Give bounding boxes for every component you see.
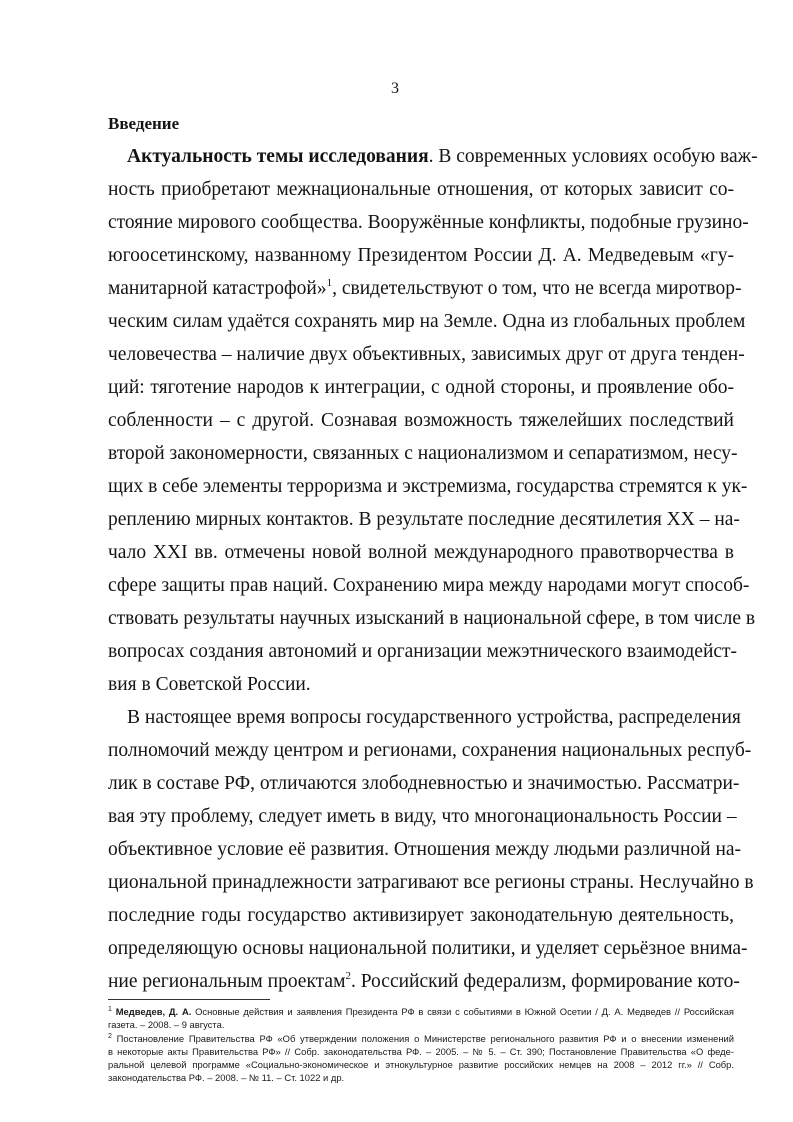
footnote-ref-2: 2 <box>345 970 351 982</box>
footnote-2: $^2$ Постановление Правительства РФ «Об утверждении положения о Министерстве регионального развития РФ и о внесении изменений <box>108 1033 735 1044</box>
footnote-2-cont: в некоторые акты Правительства РФ» // Собр. законодательства РФ. – 2005. – № 5. – Ст. 390; Постановление Правительства «О феде- <box>108 1046 734 1057</box>
footnote-separator <box>108 999 270 1000</box>
paragraph-line: ние региональным проектам$^2$. Российский федерализм, формирование кото- <box>108 970 740 992</box>
footnote-2-cont: ральной целевой программе «Социально-экономическое и этнокультурное развитие российских немцев на 2008 – 2012 гг.» // Собр. <box>108 1059 734 1070</box>
footnote-2-cont: законодательства РФ. – 2008. – № 11. – Ст. 1022 и др. <box>108 1072 345 1083</box>
footnote-ref-1: 1 <box>326 277 333 289</box>
paragraph-line: ций: тяготение народов к интеграции, с одной стороны, и проявление обо- <box>108 377 734 398</box>
paragraph-line: второй закономерности, связанных с национализмом и сепаратизмом, несу- <box>108 443 738 464</box>
paragraph-line: полномочий между центром и регионами, сохранения национальных респуб- <box>108 740 752 761</box>
paragraph-line: лик в составе РФ, отличаются злободневностью и значимостью. Рассматри- <box>108 773 740 794</box>
paragraph-line: человечества – наличие двух объективных, зависимых друг от друга тенден- <box>108 344 745 365</box>
paragraph-line: вия в Советской России. <box>108 674 311 695</box>
paragraph-line: щих в себе элементы терроризма и экстремизма, государства стремятся к ук- <box>108 476 748 497</box>
paragraph-line: собленности – с другой. Сознавая возможность тяжелейших последствий <box>108 410 734 431</box>
page-number: 3 <box>391 80 399 97</box>
paragraph-line: сфере защиты прав наций. Сохранению мира между народами могут способ- <box>108 575 750 596</box>
paragraph-line: реплению мирных контактов. В результате последние десятилетия XX – на- <box>108 509 740 530</box>
paragraph-line: Актуальность темы исследования. В современных условиях особую важ- <box>127 146 758 167</box>
paragraph-line: В настоящее время вопросы государственного устройства, распределения <box>127 707 741 728</box>
section-heading: Введение <box>108 114 180 133</box>
paragraph-line: циональной принадлежности затрагивают все регионы страны. Неслучайно в <box>108 872 754 893</box>
paragraph-line: ческим силам удаётся сохранять мир на Земле. Одна из глобальных проблем <box>108 311 746 332</box>
paragraph-line: последние годы государство активизирует законодательную деятельность, <box>108 905 734 926</box>
footnote-1-cont: газета. – 2008. – 9 августа. <box>108 1019 225 1030</box>
paragraph-line: ность приобретают межнациональные отношения, от которых зависит со- <box>108 179 734 200</box>
paragraph-line: вопросах создания автономий и организации межэтнического взаимодейст- <box>108 641 738 662</box>
paragraph-line: определяющую основы национальной политики, и уделяет серьёзное внима- <box>108 938 748 959</box>
footnote-1: $^1$ Медведев, Д. А. Основные действия и заявления Президента РФ в связи с событиями в Южной Осетии / Д. А. Медведев // Российская <box>108 1006 735 1017</box>
paragraph-line: вая эту проблему, следует иметь в виду, что многонациональность России – <box>108 806 737 827</box>
paragraph-line: манитарной катастрофой»$^1$, свидетельствуют о том, что не всегда миротвор- <box>108 277 742 299</box>
lead-phrase: Актуальность темы исследования <box>127 146 429 167</box>
paragraph-line: ствовать результаты научных изысканий в национальной сфере, в том числе в <box>108 608 756 629</box>
footnote-author: Медведев, Д. А. <box>115 1006 192 1017</box>
paragraph-line: объективное условие её развития. Отношения между людьми различной на- <box>108 839 742 860</box>
paragraph-line: югоосетинскому, названному Президентом России Д. А. Медведевым «гу- <box>108 245 734 266</box>
paragraph-line: стояние мирового сообщества. Вооружённые конфликты, подобные грузино- <box>108 212 749 233</box>
paragraph-line: чало XXI вв. отмечены новой волной международного правотворчества в <box>108 542 734 563</box>
